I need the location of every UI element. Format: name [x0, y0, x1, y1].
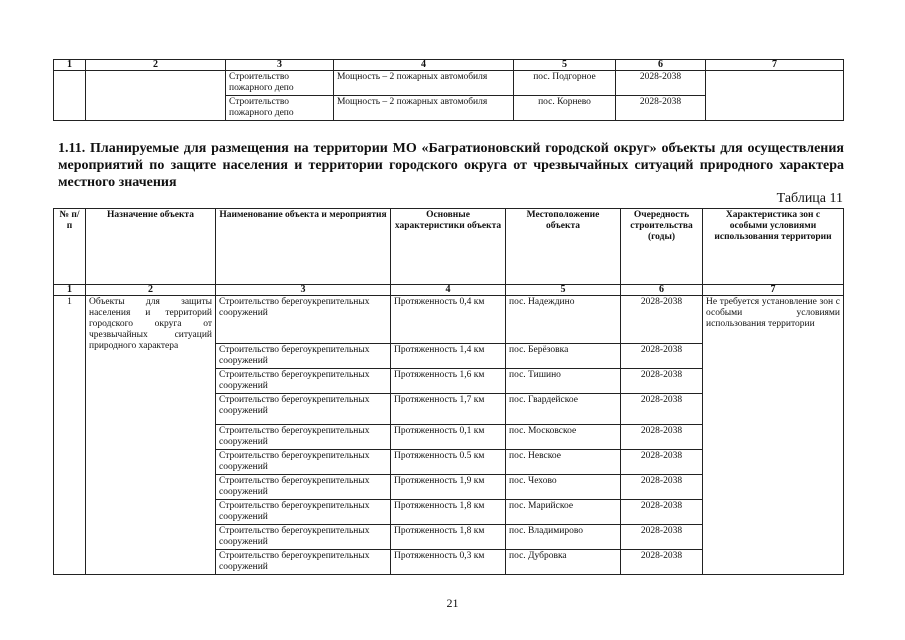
object-characteristics: Протяженность 1,8 км — [391, 525, 506, 550]
continuation-table — [53, 59, 844, 121]
column-number-row — [54, 285, 844, 296]
col-number: 2 — [86, 60, 226, 71]
object-name: Строительство берегоукрепительных сооружений — [216, 550, 391, 575]
object-location: пос. Владимирово — [506, 525, 621, 550]
zone-note: Не требуется установление зон с особыми условиями использования территории — [703, 296, 844, 575]
object-location: пос. Чехово — [506, 475, 621, 500]
object-location: пос. Гвардейское — [506, 394, 621, 425]
construction-period: 2028-2038 — [621, 475, 703, 500]
construction-period: 2028-2038 — [621, 425, 703, 450]
table-row — [54, 296, 844, 344]
construction-period: 2028-2038 — [621, 500, 703, 525]
construction-period: 2028-2038 — [621, 296, 703, 344]
empty-cell — [54, 71, 86, 121]
group-number: 1 — [54, 296, 86, 575]
col-number: 5 — [506, 285, 621, 296]
object-name: Строительство берегоукрепительных сооружений — [216, 475, 391, 500]
construction-period: 2028-2038 — [621, 344, 703, 369]
construction-period: 2028-2038 — [621, 394, 703, 425]
object-location: пос. Дубровка — [506, 550, 621, 575]
objects-table — [53, 208, 844, 575]
object-name: Строительство берегоукрепительных сооружений — [216, 394, 391, 425]
object-location: пос. Невское — [506, 450, 621, 475]
col-number: 7 — [706, 60, 844, 71]
header-number: № п/п — [54, 209, 86, 285]
object-characteristics: Мощность – 2 пожарных автомобиля — [334, 96, 514, 121]
col-number: 1 — [54, 285, 86, 296]
construction-period: 2028-2038 — [616, 96, 706, 121]
col-number: 7 — [703, 285, 844, 296]
object-location: пос. Надеждино — [506, 296, 621, 344]
col-number: 4 — [391, 285, 506, 296]
object-name: Строительство берегоукрепительных сооружений — [216, 525, 391, 550]
object-characteristics: Протяженность 0.5 км — [391, 450, 506, 475]
section-heading: 1.11. Планируемые для размещения на территории МО «Багратионовский городской округ» объекты для осуществления мероприятий по защите населения и территории городского округа от чрезвычайных ситуаций природного характера местного значения — [58, 141, 844, 190]
object-name: Строительство пожарного депо — [226, 96, 334, 121]
table-caption: Таблица 11 — [776, 191, 843, 206]
object-location: пос. Московское — [506, 425, 621, 450]
object-location: пос. Подгорное — [514, 71, 616, 96]
object-characteristics: Протяженность 0,3 км — [391, 550, 506, 575]
object-name: Строительство пожарного депо — [226, 71, 334, 96]
header-characteristics: Основные характеристики объекта — [391, 209, 506, 285]
empty-cell — [86, 71, 226, 121]
object-name: Строительство берегоукрепительных сооружений — [216, 450, 391, 475]
col-number: 4 — [334, 60, 514, 71]
object-location: пос. Тишино — [506, 369, 621, 394]
col-number: 2 — [86, 285, 216, 296]
object-characteristics: Протяженность 0,4 км — [391, 296, 506, 344]
col-number: 3 — [226, 60, 334, 71]
object-location: пос. Марийское — [506, 500, 621, 525]
object-location: пос. Берёзовка — [506, 344, 621, 369]
object-characteristics: Протяженность 1,8 км — [391, 500, 506, 525]
page-number: 21 — [446, 596, 459, 610]
construction-period: 2028-2038 — [616, 71, 706, 96]
header-period: Очередность строительства (годы) — [621, 209, 703, 285]
object-characteristics: Протяженность 1,6 км — [391, 369, 506, 394]
empty-cell — [706, 71, 844, 121]
col-number: 6 — [621, 285, 703, 296]
object-name: Строительство берегоукрепительных сооружений — [216, 296, 391, 344]
object-characteristics: Протяженность 0,1 км — [391, 425, 506, 450]
header-name: Наименование объекта и мероприятия — [216, 209, 391, 285]
col-number: 1 — [54, 60, 86, 71]
object-name: Строительство берегоукрепительных сооружений — [216, 369, 391, 394]
table-row — [54, 71, 844, 96]
col-number: 6 — [616, 60, 706, 71]
object-characteristics: Протяженность 1,4 км — [391, 344, 506, 369]
header-row — [54, 209, 844, 285]
construction-period: 2028-2038 — [621, 369, 703, 394]
object-location: пос. Корнево — [514, 96, 616, 121]
object-name: Строительство берегоукрепительных сооружений — [216, 344, 391, 369]
construction-period: 2028-2038 — [621, 550, 703, 575]
object-name: Строительство берегоукрепительных сооружений — [216, 425, 391, 450]
construction-period: 2028-2038 — [621, 450, 703, 475]
object-name: Строительство берегоукрепительных сооружений — [216, 500, 391, 525]
construction-period: 2028-2038 — [621, 525, 703, 550]
column-number-row — [54, 60, 844, 71]
col-number: 5 — [514, 60, 616, 71]
header-zones: Характеристика зон с особыми условиями использования территории — [703, 209, 844, 285]
col-number: 3 — [216, 285, 391, 296]
object-characteristics: Мощность – 2 пожарных автомобиля — [334, 71, 514, 96]
object-purpose: Объекты для защиты населения и территорий городского округа от чрезвычайных ситуаций природного характера — [86, 296, 216, 575]
object-characteristics: Протяженность 1,7 км — [391, 394, 506, 425]
header-location: Местоположение объекта — [506, 209, 621, 285]
header-purpose: Назначение объекта — [86, 209, 216, 285]
object-characteristics: Протяженность 1,9 км — [391, 475, 506, 500]
